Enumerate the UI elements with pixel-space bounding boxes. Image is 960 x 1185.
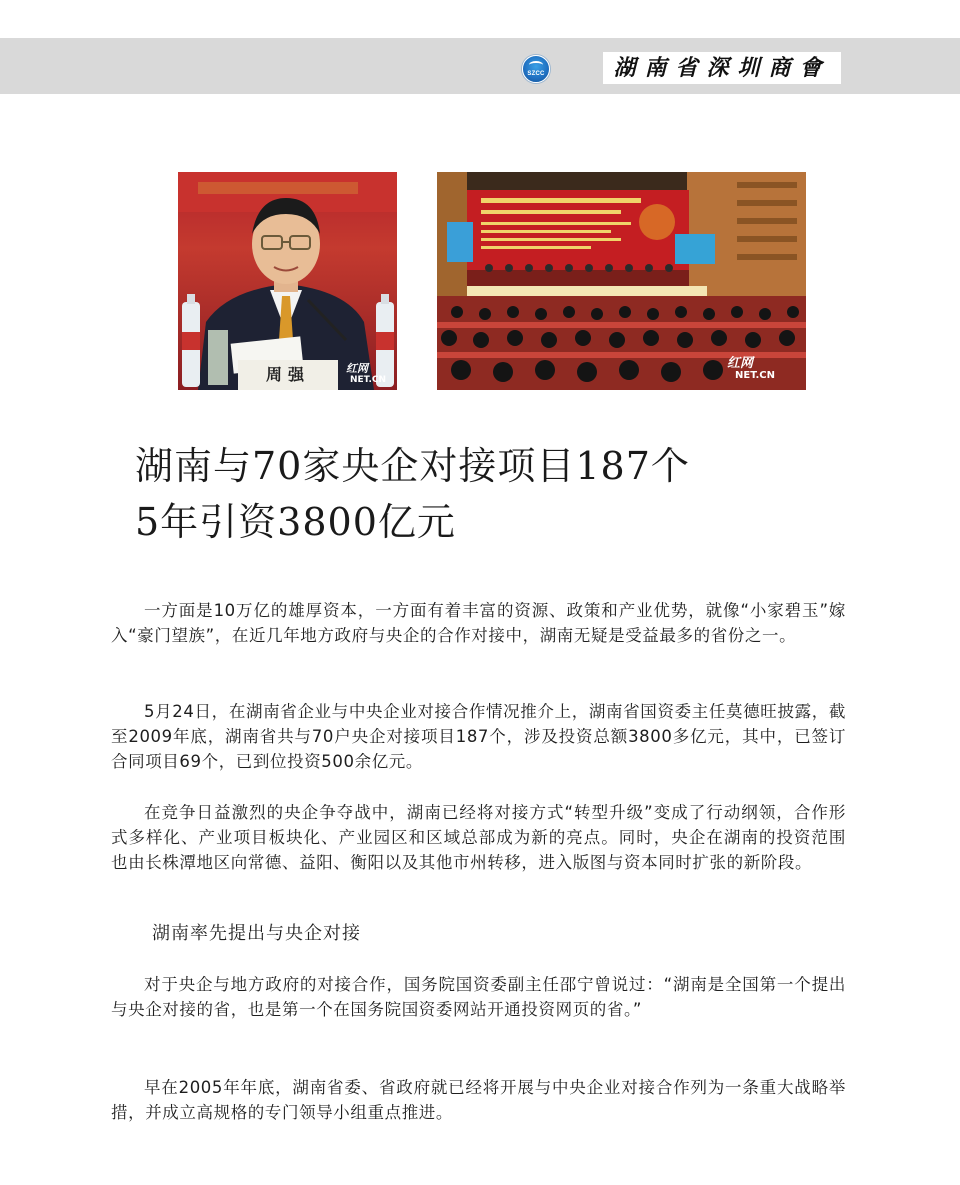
paragraph: 在竞争日益激烈的央企争夺战中，湖南已经将对接方式“转型升级”变成了行动纲领，合作形式多样化、产业项目板块化、产业园区和区域总部成为新的亮点。同时，央企在湖南的投资范围也由长株潭地区向常德、益阳、衡阳以及其他市州转移，进入版图与资本同时扩张的新阶段。: [111, 803, 846, 872]
speaker-watermark-brand: 红网: [346, 362, 368, 375]
headline-line-1: 湖南与70家央企对接项目187个: [135, 444, 690, 488]
section-subheading: 湖南率先提出与央企对接: [152, 923, 361, 944]
paragraph: 对于央企与地方政府的对接合作，国务院国资委副主任邵宁曾说过：“湖南是全国第一个提出与央企对接的省，也是第一个在国务院国资委网站开通投资网页的省。”: [111, 975, 846, 1019]
szcc-logo-icon: [522, 55, 550, 83]
hall-watermark-brand: 红网: [727, 356, 754, 371]
speaker-photo: [178, 172, 397, 390]
paragraph: 一方面是10万亿的雄厚资本，一方面有着丰富的资源、政策和产业优势，就像“小家碧玉”嫁入“豪门望族”，在近几年地方政府与央企的合作对接中，湖南无疑是受益最多的省份之一。: [111, 601, 846, 645]
organization-name: 湖南省深圳商會: [603, 52, 841, 84]
hall-watermark-site: NET.CN: [735, 370, 776, 381]
logo-text: SZCC: [527, 70, 545, 77]
article-headline: [135, 438, 835, 550]
speaker-nameplate: 周强: [265, 365, 310, 384]
speaker-illustration: [178, 172, 397, 390]
speaker-watermark-site: NET.CN: [350, 375, 387, 385]
paragraph: 5月24日，在湖南省企业与中央企业对接合作情况推介上，湖南省国资委主任莫德旺披露，截至2009年底，湖南省共与70户央企对接项目187个，涉及投资总额3800多亿元，其中，已签订合同项目69个，已到位投资500余亿元。: [111, 702, 846, 771]
paragraph: 早在2005年年底，湖南省委、省政府就已经将开展与中央企业对接合作列为一条重大战略举措，并成立高规格的专门领导小组重点推进。: [111, 1078, 846, 1122]
logo-wave-icon: [529, 61, 543, 69]
headline-line-2: 5年引资3800亿元: [135, 500, 456, 544]
conference-hall-photo: [437, 172, 806, 390]
